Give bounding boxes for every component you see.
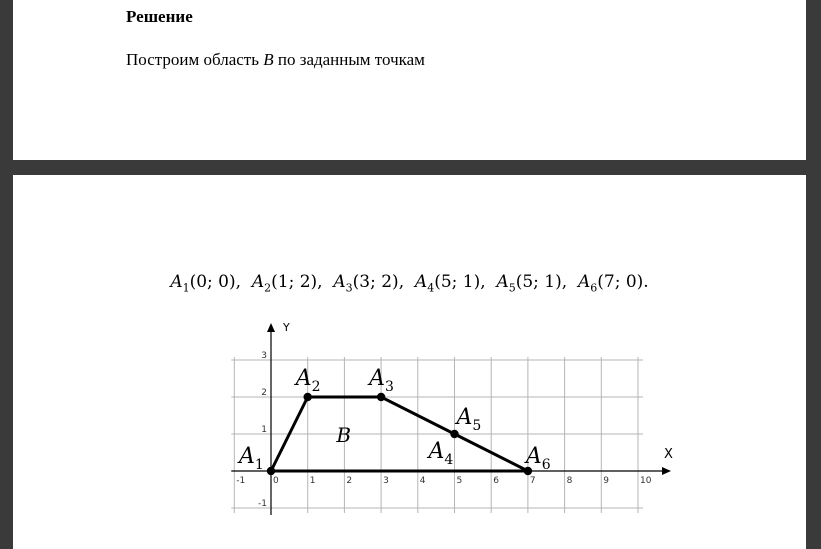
x-tick-label: -1 — [236, 476, 246, 486]
y-tick-label: -1 — [258, 499, 267, 509]
vertex-point — [450, 430, 458, 438]
point-label: $A_1$ — [239, 444, 264, 473]
y-axis-label: Y — [283, 321, 290, 334]
x-axis-label: X — [664, 447, 673, 462]
y-tick-label: 3 — [261, 351, 267, 361]
vertex-point — [267, 467, 275, 475]
x-tick-label: 6 — [493, 476, 499, 486]
solution-heading: Решение — [126, 7, 193, 26]
point-label: $A_5$ — [456, 405, 482, 434]
point-label: $A_2$ — [295, 366, 321, 395]
y-tick-label: 2 — [261, 388, 267, 398]
region-label: B — [336, 423, 352, 447]
point-item: $A_1(0$; 0) — [170, 272, 236, 295]
x-tick-label: 2 — [346, 476, 353, 486]
intro-paragraph — [126, 50, 425, 70]
y-axis-arrow — [267, 323, 275, 332]
y-tick-label: 1 — [261, 425, 267, 435]
x-tick-label: 8 — [566, 476, 573, 486]
x-tick-label: 10 — [640, 476, 652, 486]
point-label: $A_6$ — [525, 444, 551, 473]
point-item: $A_2(1$; 2) — [251, 272, 318, 295]
x-tick-label: 4 — [419, 476, 426, 486]
x-tick-label: 5 — [456, 476, 463, 486]
point-label: $A_4$ — [428, 439, 454, 468]
x-tick-label: 7 — [529, 476, 536, 486]
point-item: $A_5(5$; 1) — [496, 272, 562, 295]
x-tick-label: 3 — [383, 476, 389, 486]
point-item: $A_3(3$; 2) — [333, 272, 399, 295]
intro-text-before: Построим область — [126, 50, 264, 69]
x-axis-arrow — [662, 467, 671, 475]
intro-variable: B — [263, 50, 274, 69]
point-item: $A_4(5$; 1) — [414, 272, 481, 295]
intro-text-after: по заданным точкам — [273, 50, 425, 69]
document-page-bottom — [13, 175, 806, 549]
region-graph — [218, 315, 678, 515]
point-item: $A_6(7$; 0) — [577, 272, 644, 295]
point-label: $A_3$ — [369, 366, 394, 395]
x-tick-label: 9 — [603, 476, 610, 486]
points-list: $A_1(0$; 0), $A_2(1$; 2), $A_3(3$; 2), $A_4(5$; 1), $A_5(5$; 1), $A_6(7$; 0). — [170, 272, 649, 295]
x-tick-label: 0 — [273, 476, 279, 486]
x-tick-label: 1 — [309, 476, 316, 486]
document-page-top — [13, 0, 806, 160]
